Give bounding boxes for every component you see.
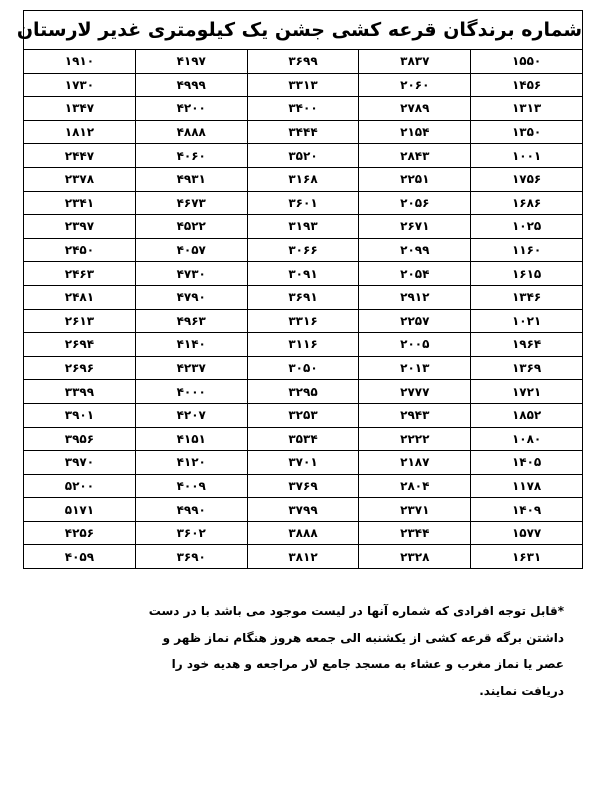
table-row [24, 380, 583, 404]
winner-number-cell: ۲۴۶۳ [24, 262, 136, 286]
winner-number-cell: ۲۷۸۹ [359, 97, 471, 121]
winner-number-cell: ۳۱۱۶ [247, 333, 359, 357]
winner-number-cell: ۱۰۲۱ [471, 309, 583, 333]
table-title: شماره برندگان قرعه کشی جشن یک کیلومتری غدیر لارستان [24, 11, 583, 50]
winner-number-cell: ۳۷۹۹ [247, 498, 359, 522]
table-row [24, 309, 583, 333]
winner-number-cell: ۴۲۵۶ [24, 521, 136, 545]
winner-number-cell: ۳۶۹۱ [247, 285, 359, 309]
table-row [24, 474, 583, 498]
note-line: دریافت نمایند. [479, 683, 564, 698]
winner-number-cell: ۴۹۹۹ [135, 73, 247, 97]
winner-number-cell: ۳۸۳۷ [359, 50, 471, 74]
winner-number-cell: ۴۲۳۷ [135, 356, 247, 380]
table-row [24, 262, 583, 286]
table-row [24, 545, 583, 569]
winner-number-cell: ۴۰۵۹ [24, 545, 136, 569]
winner-number-cell: ۴۷۹۰ [135, 285, 247, 309]
table-row [24, 285, 583, 309]
winner-number-cell: ۳۹۷۰ [24, 451, 136, 475]
winner-number-cell: ۳۵۲۰ [247, 144, 359, 168]
winner-number-cell: ۳۲۵۳ [247, 403, 359, 427]
note-line: *قابل توجه افرادی که شماره آنها در لیست موجود می باشد با در دست [148, 604, 564, 618]
winner-number-cell: ۱۹۶۴ [471, 333, 583, 357]
winner-number-cell: ۳۹۰۱ [24, 403, 136, 427]
note-line: عصر یا نماز مغرب و عشاء به مسجد جامع لار مراجعه و هدیه خود را [171, 657, 564, 671]
winner-number-cell: ۲۳۹۷ [24, 215, 136, 239]
winner-number-cell: ۴۹۶۳ [135, 309, 247, 333]
winner-number-cell: ۱۰۰۱ [471, 144, 583, 168]
winner-number-cell: ۱۴۵۶ [471, 73, 583, 97]
winner-number-cell: ۲۳۲۸ [359, 545, 471, 569]
winner-number-cell: ۱۶۳۱ [471, 545, 583, 569]
winner-number-cell: ۴۶۷۳ [135, 191, 247, 215]
winner-number-cell: ۳۶۹۹ [247, 50, 359, 74]
table-row [24, 356, 583, 380]
table-row [24, 167, 583, 191]
winner-number-cell: ۱۴۰۹ [471, 498, 583, 522]
table-title-row [24, 11, 583, 50]
winner-number-cell: ۱۳۶۹ [471, 356, 583, 380]
winner-number-cell: ۴۱۴۰ [135, 333, 247, 357]
winner-number-cell: ۲۷۷۷ [359, 380, 471, 404]
winners-sheet [16, 10, 583, 569]
winner-number-cell: ۲۱۸۷ [359, 451, 471, 475]
table-row [24, 50, 583, 74]
winner-number-cell: ۳۵۳۴ [247, 427, 359, 451]
winner-number-cell: ۳۶۰۲ [135, 521, 247, 545]
winner-number-cell: ۴۰۵۷ [135, 238, 247, 262]
table-row [24, 97, 583, 121]
winner-number-cell: ۴۰۰۰ [135, 380, 247, 404]
winner-number-cell: ۴۱۹۷ [135, 50, 247, 74]
winner-number-cell: ۱۷۵۶ [471, 167, 583, 191]
winner-number-cell: ۴۰۰۹ [135, 474, 247, 498]
winner-number-cell: ۳۴۰۰ [247, 97, 359, 121]
winner-number-cell: ۲۶۷۱ [359, 215, 471, 239]
winner-number-cell: ۱۵۷۷ [471, 521, 583, 545]
winner-number-cell: ۴۹۳۱ [135, 167, 247, 191]
winner-number-cell: ۱۰۸۰ [471, 427, 583, 451]
winner-number-cell: ۴۲۰۷ [135, 403, 247, 427]
winner-number-cell: ۴۸۸۸ [135, 120, 247, 144]
winner-number-cell: ۳۸۱۲ [247, 545, 359, 569]
winner-number-cell: ۲۳۴۴ [359, 521, 471, 545]
winner-number-cell: ۱۷۲۱ [471, 380, 583, 404]
winner-number-cell: ۵۲۰۰ [24, 474, 136, 498]
winner-number-cell: ۳۳۱۳ [247, 73, 359, 97]
winner-number-cell: ۳۲۹۵ [247, 380, 359, 404]
winner-number-cell: ۵۱۷۱ [24, 498, 136, 522]
table-row [24, 191, 583, 215]
winner-number-cell: ۲۰۱۳ [359, 356, 471, 380]
winner-number-cell: ۴۱۵۱ [135, 427, 247, 451]
winner-number-cell: ۱۳۴۷ [24, 97, 136, 121]
winner-number-cell: ۱۳۵۰ [471, 120, 583, 144]
winner-number-cell: ۲۸۰۴ [359, 474, 471, 498]
winner-number-cell: ۲۳۴۱ [24, 191, 136, 215]
winner-number-cell: ۱۰۲۵ [471, 215, 583, 239]
winner-number-cell: ۱۷۳۰ [24, 73, 136, 97]
winner-number-cell: ۲۱۵۴ [359, 120, 471, 144]
table-row [24, 451, 583, 475]
winner-number-cell: ۱۳۴۶ [471, 285, 583, 309]
winner-number-cell: ۴۷۳۰ [135, 262, 247, 286]
winner-number-cell: ۲۶۱۳ [24, 309, 136, 333]
winner-number-cell: ۴۰۶۰ [135, 144, 247, 168]
winner-number-cell: ۴۵۲۲ [135, 215, 247, 239]
winner-number-cell: ۱۴۰۵ [471, 451, 583, 475]
winner-number-cell: ۱۵۵۰ [471, 50, 583, 74]
winner-number-cell: ۲۰۶۰ [359, 73, 471, 97]
winner-number-cell: ۳۳۱۶ [247, 309, 359, 333]
winner-number-cell: ۳۸۸۸ [247, 521, 359, 545]
winner-number-cell: ۱۳۱۳ [471, 97, 583, 121]
winners-note [124, 598, 564, 704]
table-row [24, 144, 583, 168]
table-row [24, 215, 583, 239]
winner-number-cell: ۱۶۸۶ [471, 191, 583, 215]
winner-number-cell: ۳۷۶۹ [247, 474, 359, 498]
winner-number-cell: ۴۹۹۰ [135, 498, 247, 522]
winner-number-cell: ۱۱۶۰ [471, 238, 583, 262]
table-row [24, 333, 583, 357]
winner-number-cell: ۲۸۴۳ [359, 144, 471, 168]
table-row [24, 238, 583, 262]
winner-number-cell: ۲۹۴۳ [359, 403, 471, 427]
winner-number-cell: ۲۰۵۶ [359, 191, 471, 215]
winner-number-cell: ۳۹۵۶ [24, 427, 136, 451]
winner-number-cell: ۳۶۰۱ [247, 191, 359, 215]
winner-number-cell: ۳۶۹۰ [135, 545, 247, 569]
table-row [24, 403, 583, 427]
winner-number-cell: ۳۰۵۰ [247, 356, 359, 380]
winner-number-cell: ۲۲۵۷ [359, 309, 471, 333]
table-row [24, 73, 583, 97]
winner-number-cell: ۳۴۴۴ [247, 120, 359, 144]
winner-number-cell: ۲۳۷۸ [24, 167, 136, 191]
winner-number-cell: ۴۱۲۰ [135, 451, 247, 475]
winner-number-cell: ۲۹۱۲ [359, 285, 471, 309]
table-row [24, 427, 583, 451]
winner-number-cell: ۲۳۷۱ [359, 498, 471, 522]
winner-number-cell: ۳۰۶۶ [247, 238, 359, 262]
winner-number-cell: ۳۷۰۱ [247, 451, 359, 475]
winner-number-cell: ۲۰۰۵ [359, 333, 471, 357]
winner-number-cell: ۳۱۹۳ [247, 215, 359, 239]
note-line: داشتن برگه قرعه کشی از یکشنبه الی جمعه هروز هنگام نماز ظهر و [162, 630, 564, 645]
winner-number-cell: ۲۰۹۹ [359, 238, 471, 262]
winner-number-cell: ۱۸۱۲ [24, 120, 136, 144]
winners-table-body [24, 50, 583, 569]
winner-number-cell: ۲۶۹۶ [24, 356, 136, 380]
winner-number-cell: ۲۴۴۷ [24, 144, 136, 168]
table-row [24, 120, 583, 144]
winner-number-cell: ۱۸۵۲ [471, 403, 583, 427]
winner-number-cell: ۱۶۱۵ [471, 262, 583, 286]
winner-number-cell: ۱۹۱۰ [24, 50, 136, 74]
winner-number-cell: ۳۱۶۸ [247, 167, 359, 191]
winner-number-cell: ۲۴۵۰ [24, 238, 136, 262]
winner-number-cell: ۲۰۵۴ [359, 262, 471, 286]
winner-number-cell: ۳۰۹۱ [247, 262, 359, 286]
table-row [24, 498, 583, 522]
table-row [24, 521, 583, 545]
winner-number-cell: ۲۲۲۲ [359, 427, 471, 451]
winner-number-cell: ۳۳۹۹ [24, 380, 136, 404]
winner-number-cell: ۱۱۷۸ [471, 474, 583, 498]
winner-number-cell: ۲۴۸۱ [24, 285, 136, 309]
winners-table [16, 10, 583, 569]
winner-number-cell: ۲۶۹۴ [24, 333, 136, 357]
winner-number-cell: ۲۲۵۱ [359, 167, 471, 191]
winner-number-cell: ۴۲۰۰ [135, 97, 247, 121]
